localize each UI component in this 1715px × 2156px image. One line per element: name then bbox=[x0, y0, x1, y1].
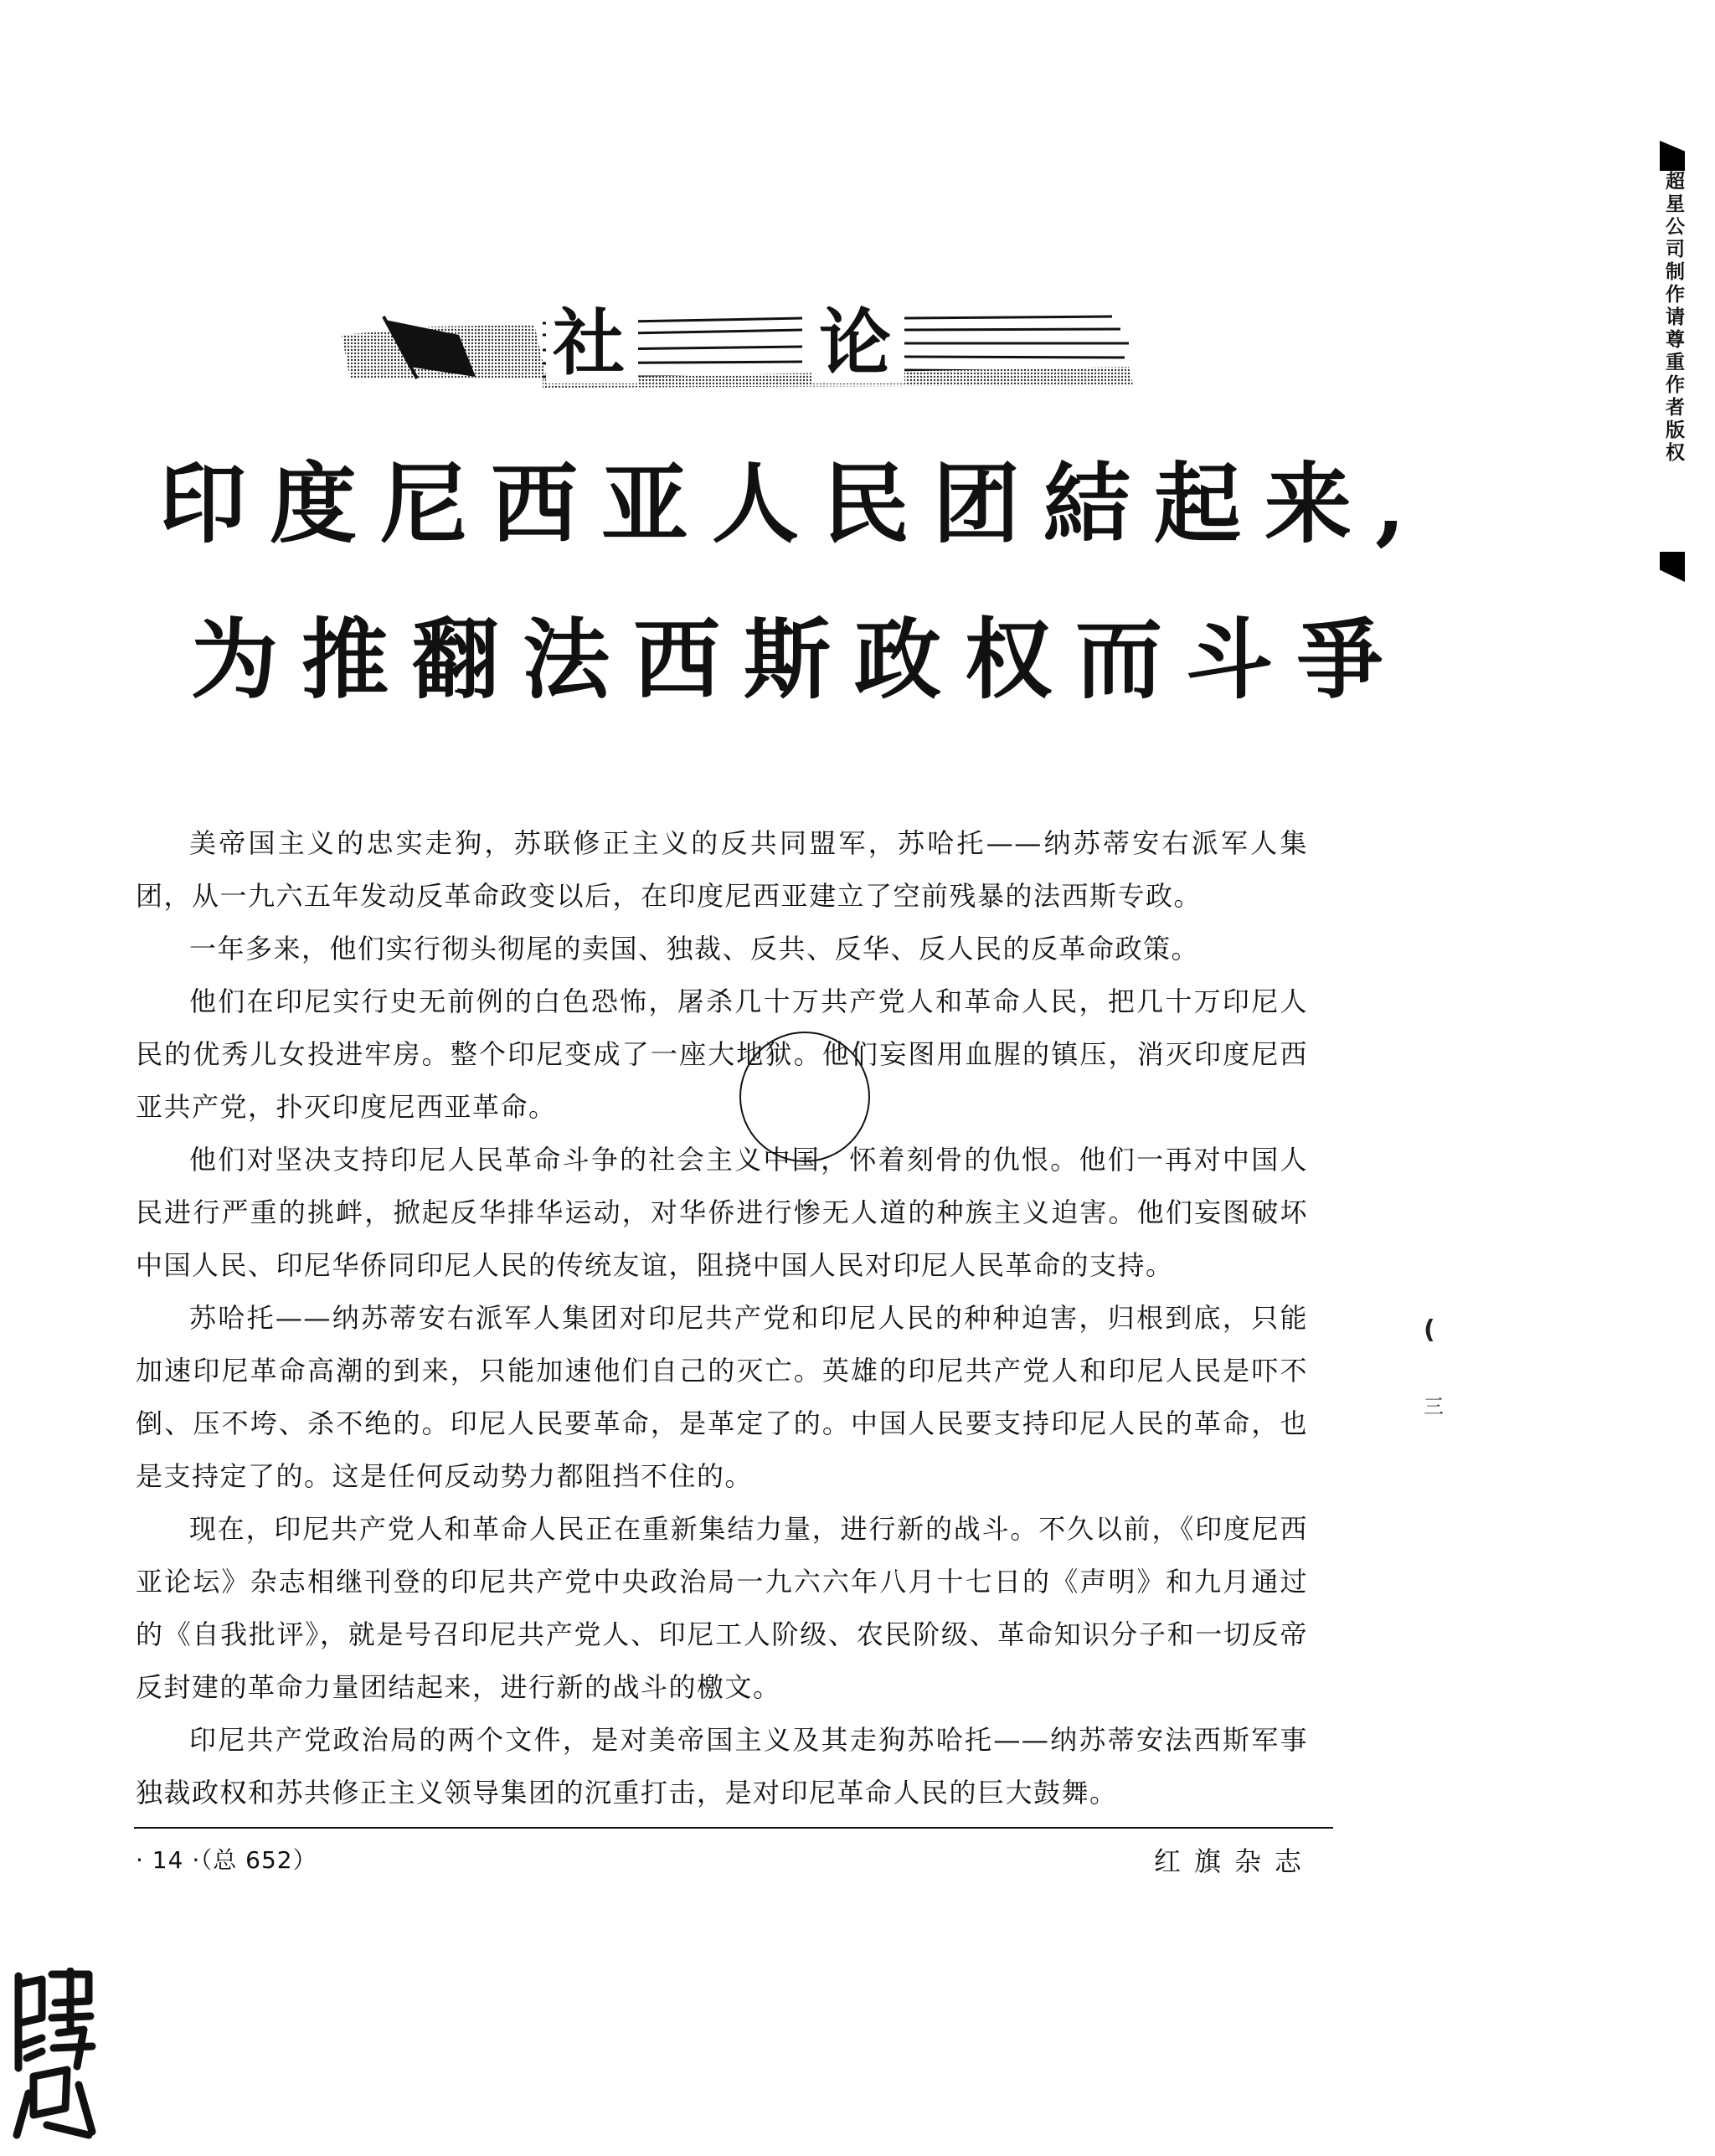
article-title bbox=[159, 452, 1429, 772]
library-seal-icon bbox=[8, 1968, 99, 2143]
title-line-1: 印度尼西亚人民团結起来, bbox=[159, 452, 1429, 555]
editorial-banner bbox=[333, 301, 1137, 389]
banner-char-she: 社 bbox=[553, 301, 625, 385]
title-line-2: 为推翻法西斯政权而斗爭 bbox=[191, 608, 1408, 711]
stamp-bar-top bbox=[1660, 141, 1685, 171]
paragraph-4: 他们对坚决支持印尼人民革命斗争的社会主义中国，怀着刻骨的仇恨。他们一再对中国人民进行严重的挑衅，掀起反华排华运动，对华侨进行惨无人道的种族主义迫害。他们妄图破坏中国人民、印尼华侨同印尼人民的传统友谊，阻挠中国人民对印尼人民革命的支持。 bbox=[136, 1144, 1308, 1281]
copyright-stamp-text: 超星公司制作请尊重作者版权 bbox=[1662, 171, 1684, 465]
stamp-bar-bottom bbox=[1660, 552, 1685, 582]
paragraph-6: 现在，印尼共产党人和革命人民正在重新集结力量，进行新的战斗。不久以前，《印度尼西亚论坛》杂志相继刊登的印尼共产党中央政治局一九六六年八月十七日的《声明》和九月通过的《自我批评》，就是号召印尼共产党人、印尼工人阶级、农民阶级、革命知识分子和一切反帝反封建的革命力量团结起来，进行新的战斗的檄文。 bbox=[136, 1513, 1308, 1703]
scan-circle-mark bbox=[739, 1032, 870, 1162]
paragraph-1: 美帝国主义的忠实走狗，苏联修正主义的反共同盟军，苏哈托——纳苏蒂安右派军人集团，从一九六五年发动反革命政变以后，在印度尼西亚建立了空前残暴的法西斯专政。 bbox=[136, 827, 1308, 912]
paragraph-5: 苏哈托——纳苏蒂安右派军人集团对印尼共产党和印尼人民的种种迫害，归根到底，只能加速印尼革命高潮的到来，只能加速他们自己的灭亡。英雄的印尼共产党人和印尼人民是吓不倒、压不垮、杀不绝的。印尼人民要革命，是革定了的。中国人民要支持印尼人民的革命，也是支持定了的。这是任何反动势力都阻挡不住的。 bbox=[136, 1302, 1308, 1492]
paragraph-2: 一年多来，他们实行彻头彻尾的卖国、独裁、反共、反华、反人民的反革命政策。 bbox=[189, 933, 1200, 965]
paragraph-3: 他们在印尼实行史无前例的白色恐怖，屠杀几十万共产党人和革命人民，把几十万印尼人民的优秀儿女投进牢房。整个印尼变成了一座大地狱。他们妄图用血腥的镇压，消灭印度尼西亚共产党，扑灭印度尼西亚革命。 bbox=[136, 985, 1308, 1123]
journal-name: 红旗杂志 bbox=[1154, 1845, 1316, 1877]
margin-mark-2: 三 bbox=[1424, 1395, 1444, 1418]
paragraph-7: 印尼共产党政治局的两个文件，是对美帝国主义及其走狗苏哈托——纳苏蒂安法西斯军事独裁政权和苏共修正主义领导集团的沉重打击，是对印尼革命人民的巨大鼓舞。 bbox=[136, 1724, 1308, 1809]
margin-mark-1: ( bbox=[1424, 1315, 1435, 1345]
footer-rule bbox=[134, 1827, 1333, 1829]
article-body bbox=[136, 817, 1308, 1819]
banner-char-lun: 论 bbox=[819, 301, 891, 385]
page-number: · 14 ·（总 652） bbox=[136, 1846, 317, 1874]
copyright-stamp bbox=[1656, 141, 1698, 597]
banner-decoration bbox=[333, 301, 1137, 389]
